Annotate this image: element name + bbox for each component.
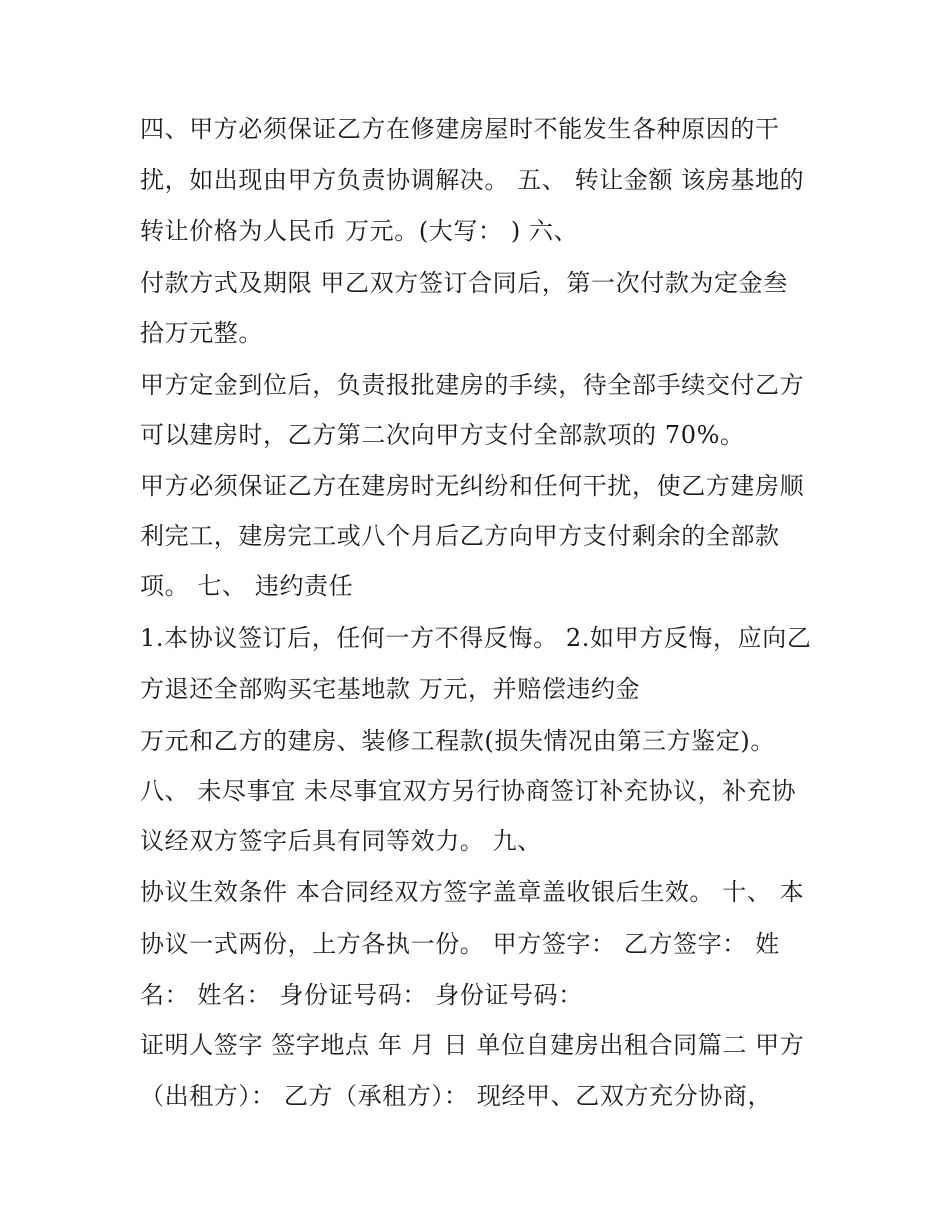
text-line: 四、甲方必须保证乙方在修建房屋时不能发生各种原因的干 xyxy=(140,115,780,143)
text-line: 可以建房时，乙方第二次向甲方支付全部款项的 70%。 xyxy=(140,421,745,449)
text-line: 八、 未尽事宜 未尽事宜双方另行协商签订补充协议，补充协 xyxy=(140,777,797,805)
text-line: 万元和乙方的建房、装修工程款(损失情况由第三方鉴定)。 xyxy=(140,727,775,755)
text-line: 转让价格为人民币 万元。(大写： ) 六、 xyxy=(140,217,579,245)
text-line: 1.本协议签订后，任何一方不得反悔。 2.如甲方反悔，应向乙 xyxy=(140,624,812,652)
text-line: 协议生效条件 本合同经双方签字盖章盖收银后生效。 十、 本 xyxy=(140,878,805,906)
text-line: 甲方定金到位后，负责报批建房的手续，待全部手续交付乙方 xyxy=(140,371,805,399)
text-line: 协议一式两份，上方各执一份。 甲方签字： 乙方签字： 姓 xyxy=(140,930,780,958)
text-line: 议经双方签字后具有同等效力。 九、 xyxy=(140,827,542,855)
text-line: （出租方）： 乙方（承租方）： 现经甲、乙双方充分协商， xyxy=(140,1082,773,1110)
text-line: 扰，如出现由甲方负责协调解决。 五、 转让金额 该房基地的 xyxy=(140,166,805,194)
text-line: 方退还全部购买宅基地款 万元，并赔偿违约金 xyxy=(140,675,641,703)
text-line: 证明人签字 签字地点 年 月 日 单位自建房出租合同篇二 甲方 xyxy=(140,1031,805,1059)
text-line: 利完工，建房完工或八个月后乙方向甲方支付剩余的全部款 xyxy=(140,522,780,550)
text-line: 名： 姓名： 身份证号码： 身份证号码： xyxy=(140,981,583,1009)
text-line: 付款方式及期限 甲乙双方签订合同后，第一次付款为定金叁 xyxy=(140,269,788,297)
text-line: 甲方必须保证乙方在建房时无纠纷和任何干扰，使乙方建房顺 xyxy=(140,472,805,500)
text-line: 项。 七、 违约责任 xyxy=(140,572,354,600)
text-line: 拾万元整。 xyxy=(140,319,263,347)
